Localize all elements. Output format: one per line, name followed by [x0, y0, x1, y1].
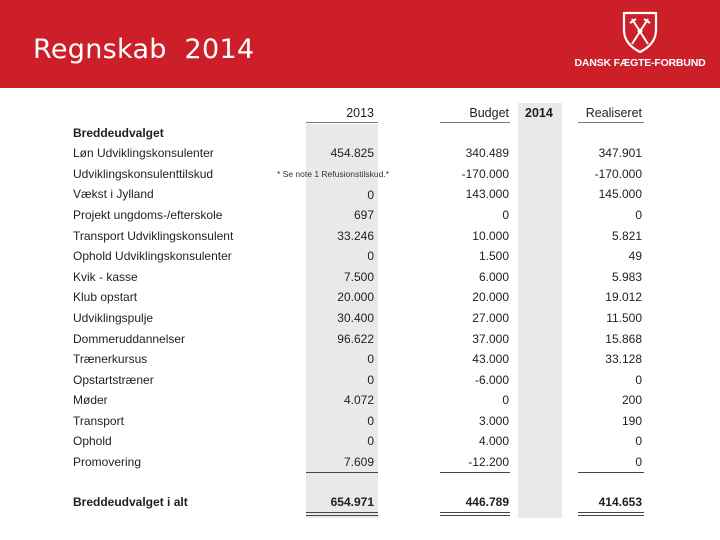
header-underline-2013 — [306, 122, 378, 123]
row-label: Ophold Udviklingskonsulenter — [73, 249, 232, 263]
col-header-budget: Budget — [469, 106, 509, 120]
row-realiseret: 11.500 — [606, 311, 642, 325]
total-budget: 446.789 — [465, 495, 509, 509]
refusion-note: * Se note 1 Refusionstilskud.* — [277, 169, 389, 179]
row-2013: 30.400 — [337, 311, 374, 325]
col-header-2014: 2014 — [525, 106, 553, 120]
total-underline-budget — [440, 512, 510, 513]
row-label: Trænerkursus — [73, 352, 148, 366]
row-label: Transport Udviklingskonsulent — [73, 229, 234, 243]
row-budget: 27.000 — [472, 311, 509, 325]
row-realiseret: 19.012 — [605, 290, 642, 304]
row-realiseret: 49 — [628, 249, 642, 263]
row-2013: 0 — [367, 249, 374, 263]
row-budget: 4.000 — [478, 434, 509, 448]
row-budget: 37.000 — [472, 332, 509, 346]
row-realiseret: 5.983 — [611, 270, 642, 284]
row-budget: 43.000 — [472, 352, 509, 366]
row-budget: 10.000 — [472, 229, 509, 243]
row-realiseret: 347.901 — [598, 146, 642, 160]
slide-title: Regnskab 2014 — [33, 34, 255, 65]
row-2013: 7.500 — [343, 270, 374, 284]
row-budget: 0 — [502, 208, 509, 222]
row-2013: 0 — [367, 434, 374, 448]
row-budget: 143.000 — [465, 187, 509, 201]
row-2013: 0 — [367, 352, 374, 366]
row-budget: 340.489 — [465, 146, 509, 160]
total-rule-budget — [440, 472, 510, 473]
total-realiseret: 414.653 — [598, 495, 642, 509]
row-label: Kvik - kasse — [73, 270, 138, 284]
row-budget: 20.000 — [472, 290, 509, 304]
row-label: Dommeruddannelser — [73, 332, 186, 346]
logo-text: DANSK FÆGTE-FORBUND — [574, 57, 706, 69]
row-realiseret: 5.821 — [611, 229, 642, 243]
row-realiseret: 15.868 — [605, 332, 642, 346]
row-budget: 0 — [502, 393, 509, 407]
total-underline-2013-b — [306, 515, 378, 516]
row-budget: -170.000 — [461, 167, 509, 181]
row-2013: 0 — [367, 414, 374, 428]
row-realiseret: 0 — [635, 208, 642, 222]
total-label: Breddeudvalget i alt — [73, 495, 188, 509]
header-underline-budget — [440, 122, 510, 123]
row-2013: 33.246 — [337, 229, 374, 243]
total-2013: 654.971 — [330, 495, 374, 509]
total-underline-2013 — [306, 512, 378, 513]
row-label: Udviklingskonsulenttilskud — [73, 167, 214, 181]
row-label: Opstartstræner — [73, 373, 154, 387]
row-realiseret: 33.128 — [605, 352, 642, 366]
row-2013: 0 — [367, 188, 374, 202]
total-underline-realiseret-b — [578, 515, 644, 516]
row-label: Ophold — [73, 434, 112, 448]
row-realiseret: 190 — [621, 414, 642, 428]
row-budget: 3.000 — [478, 414, 509, 428]
row-2013: 7.609 — [343, 455, 374, 469]
header-underline-realiseret — [578, 122, 644, 123]
row-label: Promovering — [73, 455, 142, 469]
total-underline-budget-b — [440, 515, 510, 516]
row-2013: 0 — [367, 373, 374, 387]
row-budget: -6.000 — [474, 373, 509, 387]
row-2013: 454.825 — [330, 146, 374, 160]
row-label: Transport — [73, 414, 124, 428]
row-label: Projekt ungdoms-/efterskole — [73, 208, 223, 222]
row-2013: 20.000 — [337, 290, 374, 304]
row-budget: 1.500 — [478, 249, 509, 263]
row-realiseret: 0 — [635, 455, 642, 469]
row-realiseret: -170.000 — [594, 167, 642, 181]
row-budget: -12.200 — [468, 455, 509, 469]
row-label: Løn Udviklingskonsulenter — [73, 146, 214, 160]
row-realiseret: 200 — [621, 393, 642, 407]
row-realiseret: 0 — [635, 434, 642, 448]
row-label: Klub opstart — [73, 290, 138, 304]
row-budget: 6.000 — [478, 270, 509, 284]
total-rule-realiseret — [578, 472, 644, 473]
row-realiseret: 0 — [635, 373, 642, 387]
row-2013: 96.622 — [337, 332, 374, 346]
total-underline-realiseret — [578, 512, 644, 513]
row-label: Udviklingspulje — [73, 311, 154, 325]
row-realiseret: 145.000 — [598, 187, 642, 201]
row-label: Vækst i Jylland — [73, 187, 154, 201]
shade-2014-column — [518, 103, 562, 518]
col-header-realiseret: Realiseret — [585, 106, 642, 120]
row-2013: 4.072 — [343, 393, 374, 407]
row-2013: 697 — [353, 208, 374, 222]
section-title: Breddeudvalget — [73, 126, 164, 140]
total-rule-2013 — [306, 472, 378, 473]
col-header-2013: 2013 — [346, 106, 374, 120]
row-label: Møder — [73, 393, 108, 407]
